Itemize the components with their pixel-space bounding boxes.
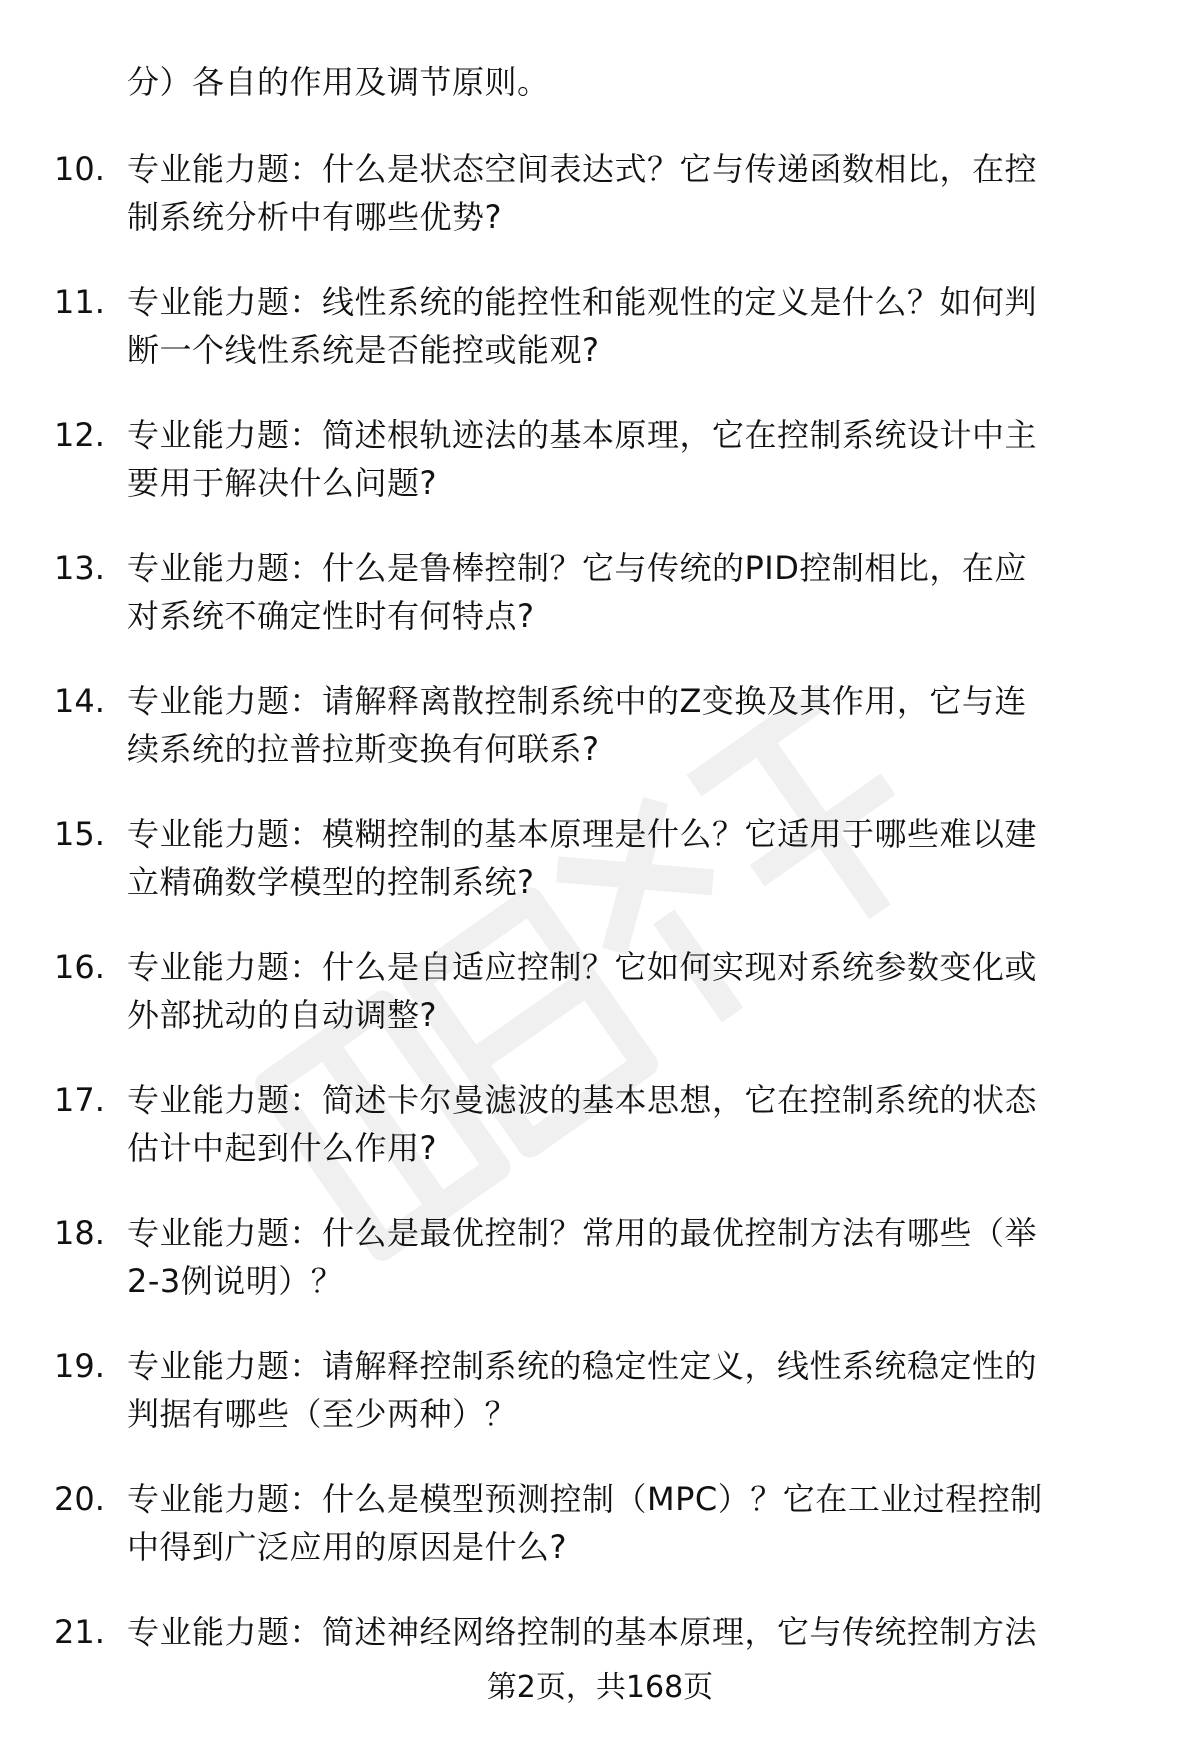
question-text-line: 立精确数学模型的控制系统? xyxy=(127,863,535,901)
question-text-line: 专业能力题：线性系统的能控性和能观性的定义是什么？如何判 xyxy=(127,283,1038,321)
question-item xyxy=(0,544,1200,677)
question-number: 20. xyxy=(54,1480,105,1518)
question-item xyxy=(0,1076,1200,1209)
question-item xyxy=(0,278,1200,411)
question-text-line: 判据有哪些（至少两种）？ xyxy=(127,1395,518,1433)
question-text-line: 专业能力题：请解释控制系统的稳定性定义，线性系统稳定性的 xyxy=(127,1347,1038,1385)
question-text-line: 专业能力题：模糊控制的基本原理是什么？它适用于哪些难以建 xyxy=(127,815,1038,853)
question-number: 12. xyxy=(54,416,105,454)
question-text-line: 专业能力题：简述卡尔曼滤波的基本思想，它在控制系统的状态 xyxy=(127,1081,1038,1119)
question-item xyxy=(0,677,1200,810)
question-text-line: 专业能力题：什么是模型预测控制（MPC）？它在工业过程控制 xyxy=(127,1480,1043,1518)
question-text-line: 专业能力题：简述神经网络控制的基本原理，它与传统控制方法 xyxy=(127,1613,1038,1651)
question-text-line: 专业能力题：什么是最优控制？常用的最优控制方法有哪些（举 xyxy=(127,1214,1038,1252)
question-number: 14. xyxy=(54,682,105,720)
question-item xyxy=(0,1475,1200,1608)
question-number: 15. xyxy=(54,815,105,853)
question-text-line: 断一个线性系统是否能控或能观? xyxy=(127,331,600,369)
question-text-line: 外部扰动的自动调整? xyxy=(127,996,437,1034)
question-text-line: 估计中起到什么作用? xyxy=(127,1129,437,1167)
question-number: 10. xyxy=(54,150,105,188)
question-number: 17. xyxy=(54,1081,105,1119)
question-number: 13. xyxy=(54,549,105,587)
question-number: 16. xyxy=(54,948,105,986)
question-number: 21. xyxy=(54,1613,105,1651)
question-number: 11. xyxy=(54,283,105,321)
question-item xyxy=(0,411,1200,544)
question-text-line: 专业能力题：什么是自适应控制？它如何实现对系统参数变化或 xyxy=(127,948,1038,986)
question-text-line: 制系统分析中有哪些优势? xyxy=(127,198,502,236)
question-item xyxy=(0,145,1200,278)
question-text-line: 专业能力题：什么是鲁棒控制？它与传统的PID控制相比，在应 xyxy=(127,549,1027,587)
question-text-line: 对系统不确定性时有何特点? xyxy=(127,597,535,635)
question-text-line: 中得到广泛应用的原因是什么? xyxy=(127,1528,567,1566)
question-item xyxy=(0,810,1200,943)
question-text-line: 专业能力题：什么是状态空间表达式？它与传递函数相比，在控 xyxy=(127,150,1038,188)
page-footer: 第2页，共168页 xyxy=(486,1670,714,1705)
question-list xyxy=(0,145,1200,1741)
question-text-line: 续系统的拉普拉斯变换有何联系? xyxy=(127,730,600,768)
question-item xyxy=(0,1342,1200,1475)
question-text-line: 专业能力题：请解释离散控制系统中的Z变换及其作用，它与连 xyxy=(127,682,1027,720)
question-item xyxy=(0,1209,1200,1342)
question-number: 18. xyxy=(54,1214,105,1252)
continuation-line: 分）各自的作用及调节原则。 xyxy=(127,63,550,101)
question-text-line: 2-3例说明）？ xyxy=(127,1262,344,1300)
question-number: 19. xyxy=(54,1347,105,1385)
question-item xyxy=(0,943,1200,1076)
question-text-line: 要用于解决什么问题? xyxy=(127,464,437,502)
question-text-line: 专业能力题：简述根轨迹法的基本原理，它在控制系统设计中主 xyxy=(127,416,1038,454)
